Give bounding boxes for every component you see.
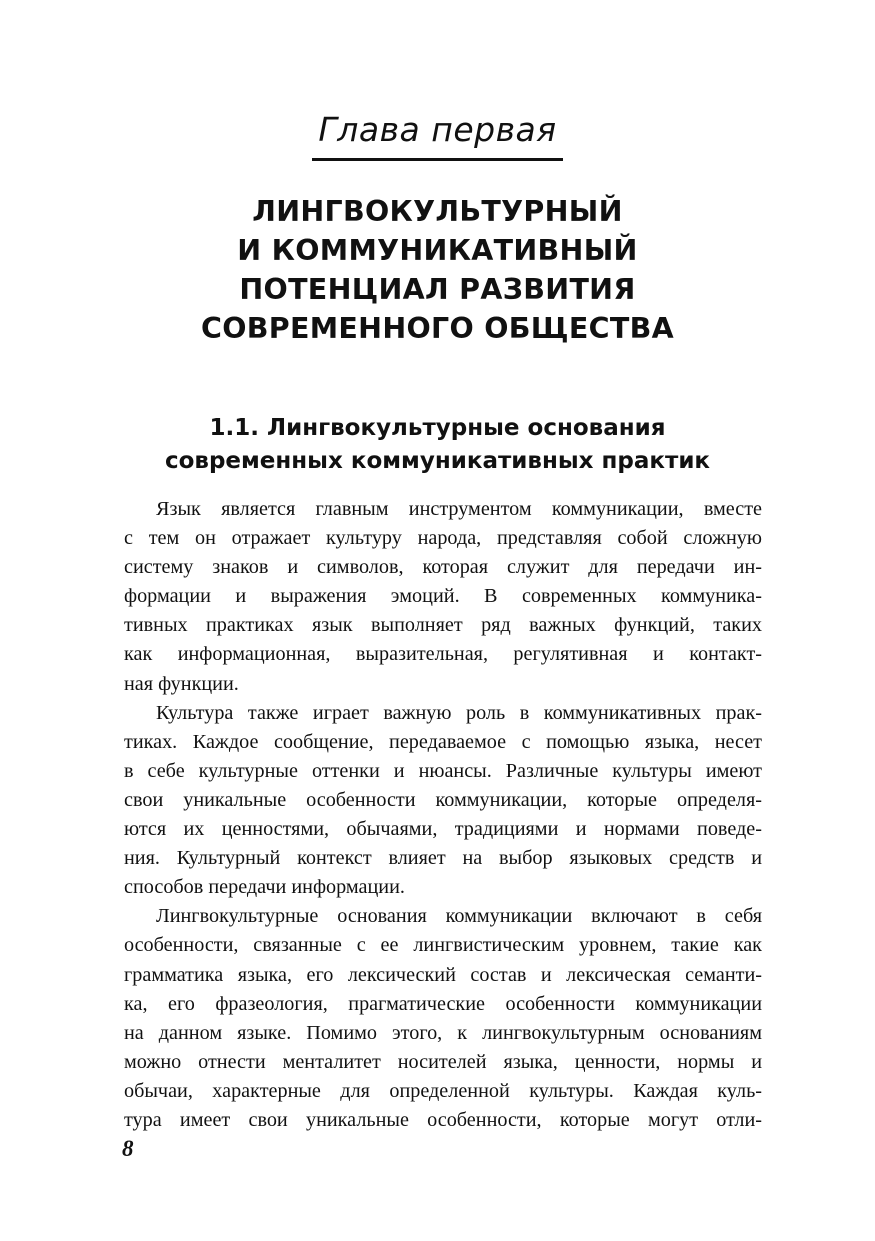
text-line: в себе культурные оттенки и нюансы. Различные культуры имеют — [124, 759, 762, 782]
text-line: с тем он отражает культуру народа, представляя собой сложную — [124, 527, 762, 550]
text-line: тивных практиках язык выполняет ряд важных функций, таких — [124, 614, 762, 637]
paragraph — [124, 902, 762, 1135]
text-line: Лингвокультурные основания коммуникации включают в себя — [156, 905, 762, 928]
paragraph — [124, 495, 762, 699]
text-line: ния. Культурный контекст влияет на выбор языковых средств и — [124, 847, 762, 870]
text-line: способов передачи информации. — [124, 876, 405, 899]
text-line: обычаи, характерные для определенной культуры. Каждая куль- — [124, 1079, 762, 1102]
chapter-title — [120, 192, 755, 348]
section-title — [120, 412, 755, 478]
body-text — [124, 495, 762, 1135]
text-line: ются их ценностями, обычаями, традициями и нормами поведе- — [124, 818, 762, 841]
text-line: Язык является главным инструментом коммуникации, вместе — [156, 498, 762, 520]
paragraph — [124, 699, 762, 903]
text-line: особенности, связанные с ее лингвистическим уровнем, такие как — [124, 934, 762, 957]
chapter-label-container — [0, 112, 875, 161]
section-title-line: 1.1. Лингвокультурные основания — [209, 415, 666, 441]
text-line: систему знаков и символов, которая служит для передачи ин- — [124, 556, 762, 579]
text-line: на данном языке. Помимо этого, к лингвокультурным основаниям — [124, 1021, 762, 1044]
text-line: свои уникальные особенности коммуникации, которые определя- — [124, 788, 762, 811]
text-line: ка, его фразеология, прагматические особенности коммуникации — [124, 992, 762, 1015]
chapter-label: Глава первая — [312, 112, 562, 161]
chapter-title-line: И КОММУНИКАТИВНЫЙ — [237, 234, 638, 267]
text-line: формации и выражения эмоций. В современных коммуника- — [124, 585, 762, 608]
chapter-title-line: СОВРЕМЕННОГО ОБЩЕСТВА — [201, 312, 674, 345]
page-number: 8 — [122, 1136, 134, 1161]
text-line: тиках. Каждое сообщение, передаваемое с помощью языка, несет — [124, 730, 762, 753]
section-title-line: современных коммуникативных практик — [164, 448, 711, 474]
text-line: как информационная, выразительная, регулятивная и контакт- — [124, 643, 762, 666]
chapter-title-line: ЛИНГВОКУЛЬТУРНЫЙ — [252, 195, 623, 228]
text-line: можно отнести менталитет носителей языка, ценности, нормы и — [124, 1050, 762, 1073]
text-line: тура имеет свои уникальные особенности, которые могут отли- — [124, 1108, 762, 1131]
text-line: Культура также играет важную роль в коммуникативных прак- — [156, 701, 762, 724]
chapter-title-line: ПОТЕНЦИАЛ РАЗВИТИЯ — [239, 273, 636, 306]
text-line: ная функции. — [124, 672, 239, 695]
text-line: грамматика языка, его лексический состав и лексическая семанти- — [124, 963, 762, 986]
